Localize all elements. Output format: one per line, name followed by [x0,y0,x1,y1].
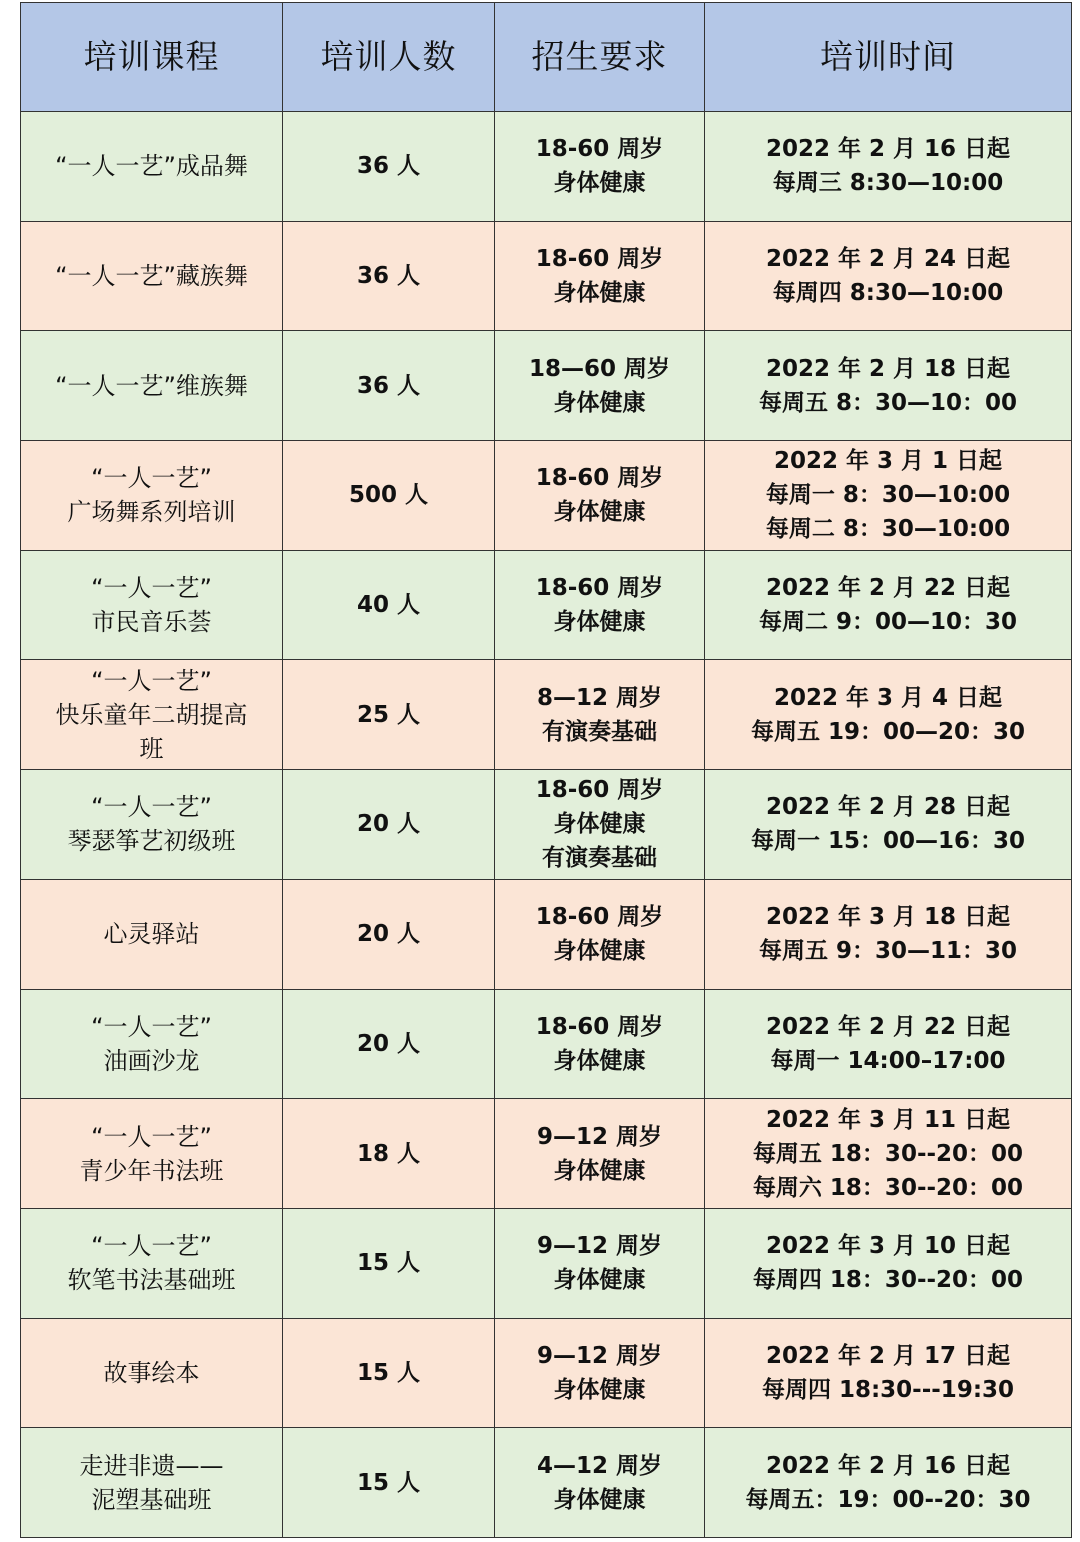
table-row [21,1208,1072,1318]
count-cell: 25 人 [283,660,495,770]
course-cell [21,989,283,1099]
requirement-cell-line: 身体健康 [553,170,646,197]
course-cell-line: 心灵驿站 [103,920,200,949]
course-cell [21,1428,283,1538]
requirement-cell-line: 18-60 周岁 [535,465,664,492]
requirement-cell-line: 9—12 周岁 [536,1123,663,1150]
requirement-cell-line: 18-60 周岁 [535,904,664,931]
time-cell [705,879,1072,989]
time-cell-line: 每周五 9：30—11：30 [758,938,1018,965]
count-cell: 36 人 [283,112,495,222]
course-cell-line: 泥塑基础班 [91,1485,212,1514]
course-cell-line: 班 [139,734,164,763]
requirement-cell [495,441,705,551]
course-cell-line: 青少年书法班 [79,1156,224,1185]
requirement-cell [495,879,705,989]
course-cell [21,1318,283,1428]
time-cell-line: 2022 年 2 月 18 日起 [765,355,1011,382]
course-cell [21,331,283,441]
requirement-cell [495,1318,705,1428]
count-cell: 18 人 [283,1099,495,1209]
course-cell [21,221,283,331]
requirement-cell-line: 18-60 周岁 [535,246,664,273]
table-row [21,1099,1072,1209]
course-cell-line: 软笔书法基础班 [67,1266,236,1295]
table-row [21,879,1072,989]
course-cell [21,1208,283,1318]
time-cell-line: 2022 年 2 月 28 日起 [765,794,1011,821]
time-cell-line: 每周一 14:00–17:00 [770,1047,1006,1074]
count-cell: 36 人 [283,331,495,441]
requirement-cell-line: 身体健康 [553,280,646,307]
count-cell: 15 人 [283,1208,495,1318]
requirement-cell-line: 身体健康 [553,499,646,526]
time-cell-line: 2022 年 2 月 17 日起 [765,1342,1011,1369]
time-cell [705,1208,1072,1318]
course-cell [21,770,283,880]
time-cell [705,989,1072,1099]
time-cell [705,1318,1072,1428]
time-cell [705,660,1072,770]
table-row [21,1428,1072,1538]
requirement-cell [495,660,705,770]
requirement-cell-line: 身体健康 [553,1047,646,1074]
course-cell-line: “一人一艺” [91,1232,212,1261]
requirement-cell [495,1099,705,1209]
time-cell-line: 每周一 15：00—16：30 [750,828,1026,855]
requirement-cell-line: 8—12 周岁 [536,684,663,711]
course-cell-line: 故事绘本 [103,1358,200,1387]
time-cell-line: 2022 年 3 月 18 日起 [765,904,1011,931]
time-cell [705,112,1072,222]
count-cell: 500 人 [283,441,495,551]
requirement-cell [495,1208,705,1318]
time-cell-line: 2022 年 2 月 16 日起 [765,136,1011,163]
time-cell-line: 每周六 18：30--20：00 [752,1174,1024,1201]
header-time: 培训时间 [705,3,1072,112]
time-cell-line: 每周四 8:30—10:00 [772,280,1004,307]
count-cell: 15 人 [283,1318,495,1428]
time-cell-line: 每周五：19：00--20：30 [745,1486,1031,1513]
course-cell-line: “一人一艺” [91,793,212,822]
time-cell [705,221,1072,331]
course-cell [21,112,283,222]
count-cell: 20 人 [283,770,495,880]
table-body [21,112,1072,1538]
requirement-cell-line: 18-60 周岁 [535,136,664,163]
course-cell-line: “一人一艺” [91,464,212,493]
requirement-cell-line: 身体健康 [553,389,646,416]
time-cell-line: 每周四 18：30--20：00 [752,1267,1024,1294]
table-row [21,989,1072,1099]
requirement-cell [495,221,705,331]
requirement-cell-line: 9—12 周岁 [536,1233,663,1260]
requirement-cell-line: 身体健康 [553,609,646,636]
course-cell [21,1099,283,1209]
time-cell [705,770,1072,880]
course-cell-line: “一人一艺”藏族舞 [55,262,248,291]
requirement-cell-line: 身体健康 [553,1157,646,1184]
training-schedule-table [20,2,1072,1538]
time-cell-line: 2022 年 2 月 22 日起 [765,575,1011,602]
requirement-cell-line: 有演奏基础 [542,718,657,745]
count-cell: 20 人 [283,879,495,989]
count-cell: 36 人 [283,221,495,331]
time-cell-line: 每周五 19：00—20：30 [750,718,1026,745]
requirement-cell-line: 有演奏基础 [542,845,657,872]
requirement-cell-line: 18—60 周岁 [528,355,671,382]
course-cell [21,879,283,989]
time-cell [705,331,1072,441]
count-cell: 40 人 [283,550,495,660]
requirement-cell-line: 身体健康 [553,1376,646,1403]
time-cell-line: 2022 年 2 月 16 日起 [765,1452,1011,1479]
course-cell-line: “一人一艺” [91,574,212,603]
header-row [21,3,1072,112]
course-cell-line: 市民音乐荟 [91,608,212,637]
course-cell-line: 广场舞系列培训 [67,498,236,527]
requirement-cell-line: 9—12 周岁 [536,1342,663,1369]
requirement-cell-line: 18-60 周岁 [535,1013,664,1040]
time-cell-line: 每周二 8：30—10:00 [765,516,1011,543]
time-cell [705,550,1072,660]
table-row [21,441,1072,551]
course-cell [21,441,283,551]
table-row [21,770,1072,880]
time-cell-line: 每周一 8：30—10:00 [765,482,1011,509]
time-cell-line: 2022 年 3 月 4 日起 [773,684,1003,711]
table-row [21,660,1072,770]
time-cell-line: 2022 年 3 月 11 日起 [765,1106,1011,1133]
requirement-cell-line: 18-60 周岁 [535,575,664,602]
time-cell-line: 2022 年 3 月 10 日起 [765,1233,1011,1260]
course-cell-line: “一人一艺”维族舞 [55,371,248,400]
table-row [21,221,1072,331]
time-cell-line: 每周五 8：30—10：00 [758,389,1018,416]
requirement-cell-line: 身体健康 [553,938,646,965]
course-cell [21,550,283,660]
course-cell-line: “一人一艺”成品舞 [55,152,248,181]
table-row [21,112,1072,222]
count-cell: 15 人 [283,1428,495,1538]
course-cell-line: “一人一艺” [91,1122,212,1151]
time-cell-line: 2022 年 3 月 1 日起 [773,448,1003,475]
requirement-cell [495,112,705,222]
time-cell [705,1099,1072,1209]
header-course: 培训课程 [21,3,283,112]
time-cell-line: 每周五 18：30--20：00 [752,1140,1024,1167]
requirement-cell [495,1428,705,1538]
time-cell-line: 每周四 18:30---19:30 [761,1376,1015,1403]
count-cell: 20 人 [283,989,495,1099]
requirement-cell [495,550,705,660]
time-cell [705,1428,1072,1538]
time-cell [705,441,1072,551]
time-cell-line: 每周三 8:30—10:00 [772,170,1004,197]
time-cell-line: 2022 年 2 月 24 日起 [765,246,1011,273]
course-cell-line: “一人一艺” [91,1012,212,1041]
table-row [21,550,1072,660]
time-cell-line: 2022 年 2 月 22 日起 [765,1013,1011,1040]
table-row [21,331,1072,441]
course-cell-line: 油画沙龙 [103,1046,200,1075]
course-cell-line: “一人一艺” [91,666,212,695]
table-row [21,1318,1072,1428]
requirement-cell [495,989,705,1099]
header-requirement: 招生要求 [495,3,705,112]
course-cell-line: 走进非遗—— [79,1451,224,1480]
course-cell-line: 快乐童年二胡提高 [55,700,248,729]
requirement-cell-line: 身体健康 [553,1486,646,1513]
time-cell-line: 每周二 9：00—10：30 [758,609,1018,636]
requirement-cell-line: 4—12 周岁 [536,1452,663,1479]
header-count: 培训人数 [283,3,495,112]
requirement-cell-line: 身体健康 [553,811,646,838]
requirement-cell-line: 身体健康 [553,1267,646,1294]
requirement-cell-line: 18-60 周岁 [535,777,664,804]
requirement-cell [495,331,705,441]
course-cell [21,660,283,770]
requirement-cell [495,770,705,880]
course-cell-line: 琴瑟筝艺初级班 [67,827,236,856]
